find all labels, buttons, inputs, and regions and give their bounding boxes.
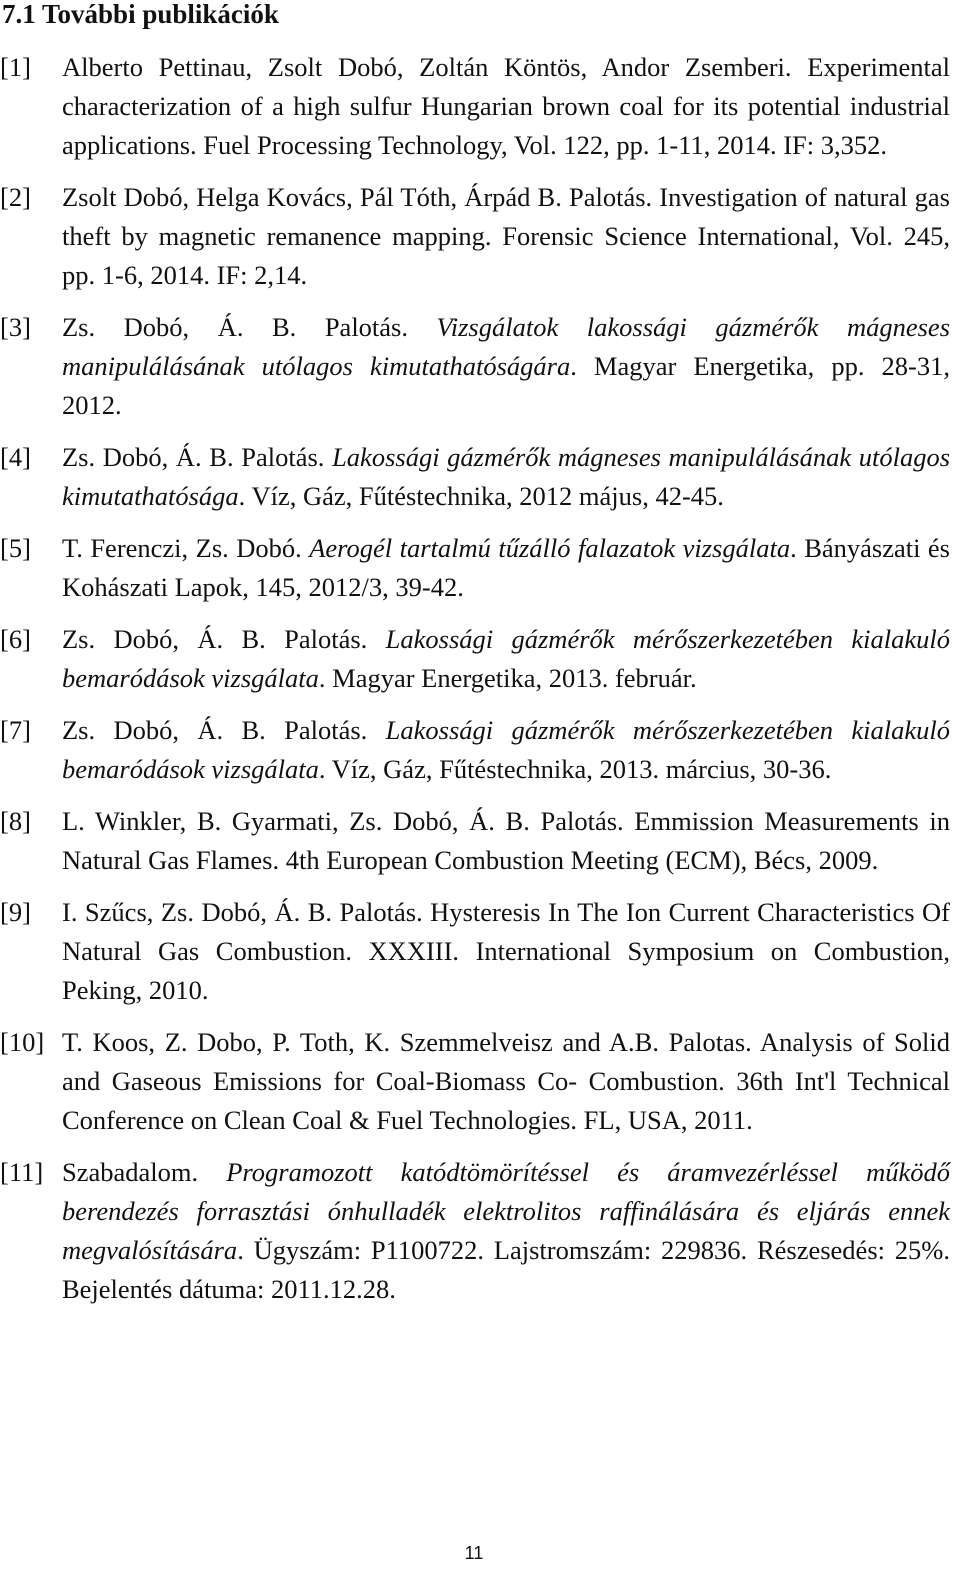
reference-text-part: Alberto Pettinau, Zsolt Dobó, Zoltán Köntös, Andor Zsemberi. Experimental characterization of a high sulfur Hungarian brown coal for its potential industrial applications. Fuel Processing Technology, Vol. 122, pp. 1-11, 2014. IF: 3,352. — [62, 52, 950, 160]
reference-item — [0, 1153, 950, 1309]
reference-number: [8] — [0, 806, 31, 836]
reference-list — [0, 48, 950, 1322]
reference-item — [0, 308, 950, 425]
reference-text — [62, 620, 950, 698]
reference-item — [0, 620, 950, 698]
reference-number: [6] — [0, 624, 31, 654]
section-heading: 7.1 További publikációk — [2, 0, 279, 29]
reference-text — [62, 438, 950, 516]
reference-item — [0, 438, 950, 516]
reference-item — [0, 178, 950, 295]
reference-number: [1] — [0, 52, 31, 82]
reference-number: [9] — [0, 897, 31, 927]
reference-item — [0, 529, 950, 607]
reference-text — [62, 1153, 950, 1309]
reference-text — [62, 529, 950, 607]
reference-text — [62, 893, 950, 1010]
reference-title-italic: Vizsgálatok lakossági gázmérők mágneses manipulálásának utólagos kimutathatóságára — [62, 312, 951, 381]
reference-text-part: . Magyar Energetika, pp. 28-31, 2012. — [62, 351, 950, 420]
reference-text-part: . Víz, Gáz, Fűtéstechnika, 2013. március, 30-36. — [318, 754, 832, 784]
reference-text-part: . Bányászati és Kohászati Lapok, 145, 2012/3, 39-42. — [62, 533, 950, 602]
reference-item — [0, 48, 950, 165]
reference-text-part: . Ügyszám: P1100722. Lajstromszám: 229836. Részesedés: 25%. Bejelentés dátuma: 2011.12.28. — [62, 1235, 950, 1304]
reference-text-part: Szabadalom. — [62, 1157, 227, 1187]
reference-title-italic: Lakossági gázmérők mágneses manipulálásának utólagos kimutathatósága — [62, 442, 951, 511]
reference-text-part: T. Koos, Z. Dobo, P. Toth, K. Szemmelveisz and A.B. Palotas. Analysis of Solid and Gaseous Emissions for Coal-Biomass Co- Combustion. 36th Int'l Technical Conference on Clean Coal & Fuel Technologies. FL, USA, 2011. — [62, 1027, 950, 1135]
reference-text-part: L. Winkler, B. Gyarmati, Zs. Dobó, Á. B. Palotás. Emmission Measurements in Natural Gas Flames. 4th European Combustion Meeting (ECM), Bécs, 2009. — [62, 806, 950, 875]
reference-text — [62, 1023, 950, 1140]
reference-title-italic: Programozott katódtömörítéssel és áramvezérléssel működő berendezés forrasztási ónhulladék elektrolitos raffinálására és eljárás ennek megvalósítására — [62, 1157, 950, 1265]
reference-number: [11] — [0, 1157, 44, 1187]
reference-title-italic: Lakossági gázmérők mérőszerkezetében kialakuló bemaródások vizsgálata — [62, 624, 951, 693]
reference-title-italic: Lakossági gázmérők mérőszerkezetében kialakuló bemaródások vizsgálata — [62, 715, 951, 784]
reference-number: [3] — [0, 312, 31, 342]
reference-text-part: . Magyar Energetika, 2013. február. — [318, 663, 697, 693]
reference-number: [10] — [0, 1027, 45, 1057]
reference-text — [62, 178, 950, 295]
reference-item — [0, 893, 950, 1010]
reference-text-part: Zs. Dobó, Á. B. Palotás. — [62, 442, 333, 472]
reference-text — [62, 48, 950, 165]
reference-number: [4] — [0, 442, 31, 472]
reference-text — [62, 711, 950, 789]
reference-item — [0, 1023, 950, 1140]
reference-title-italic: Aerogél tartalmú tűzálló falazatok vizsgálata — [309, 533, 791, 563]
reference-text-part: Zs. Dobó, Á. B. Palotás. — [62, 715, 386, 745]
reference-text-part: T. Ferenczi, Zs. Dobó. — [62, 533, 310, 563]
reference-text-part: Zsolt Dobó, Helga Kovács, Pál Tóth, Árpád B. Palotás. Investigation of natural gas theft by magnetic remanence mapping. Forensic Science International, Vol. 245, pp. 1-6, 2014. IF: 2,14. — [62, 182, 950, 290]
reference-number: [5] — [0, 533, 31, 563]
reference-text-part: Zs. Dobó, Á. B. Palotás. — [62, 624, 386, 654]
reference-number: [2] — [0, 182, 31, 212]
reference-text-part: I. Szűcs, Zs. Dobó, Á. B. Palotás. Hysteresis In The Ion Current Characteristics Of Natural Gas Combustion. XXXIII. International Symposium on Combustion, Peking, 2010. — [62, 897, 950, 1005]
reference-number: [7] — [0, 715, 31, 745]
page-number: 11 — [464, 1543, 484, 1563]
reference-text-part: . Víz, Gáz, Fűtéstechnika, 2012 május, 42-45. — [238, 481, 724, 511]
reference-text-part: Zs. Dobó, Á. B. Palotás. — [62, 312, 437, 342]
reference-item — [0, 711, 950, 789]
reference-text — [62, 802, 950, 880]
reference-item — [0, 802, 950, 880]
reference-text — [62, 308, 950, 425]
